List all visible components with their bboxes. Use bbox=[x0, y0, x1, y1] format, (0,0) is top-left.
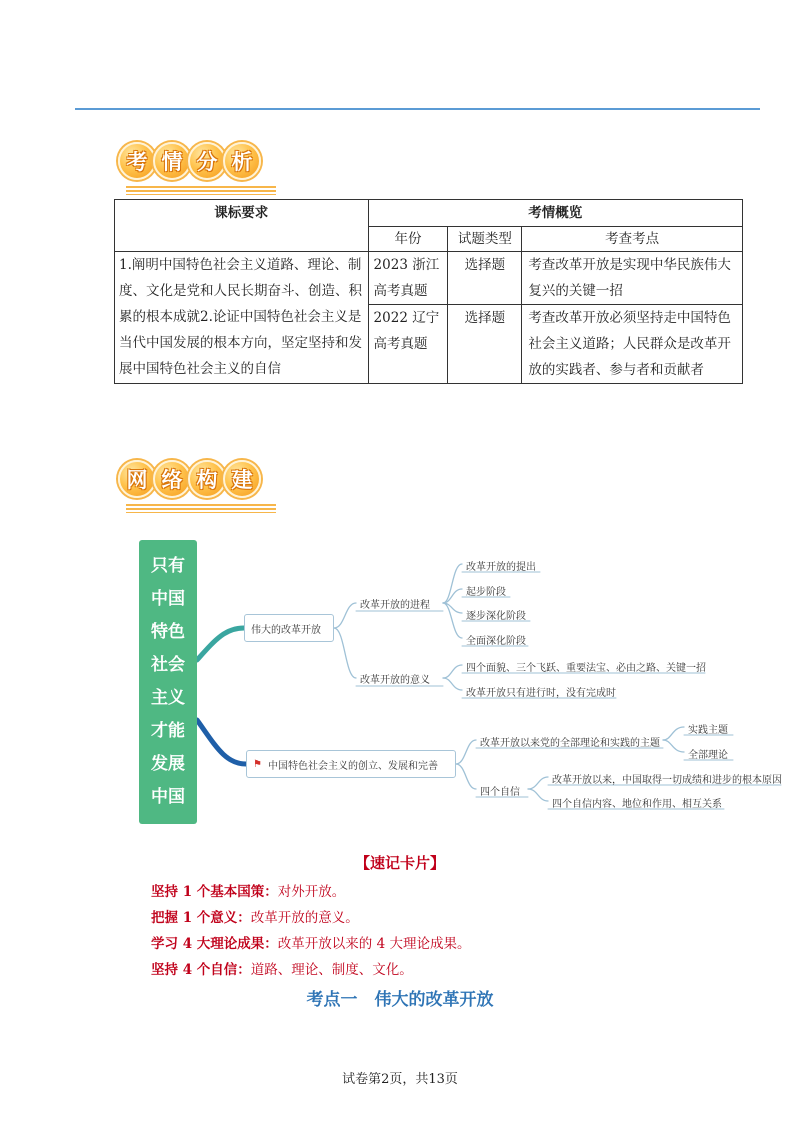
header-requirement: 课标要求 bbox=[115, 200, 369, 252]
node-process: 改革开放的进程 bbox=[360, 600, 430, 611]
branch-socialism bbox=[246, 750, 456, 778]
row-point: 考查改革开放必须坚持走中国特色社会主义道路；人民群众是改革开放的实践者、参与者和贡献者 bbox=[522, 305, 743, 384]
mindmap-root bbox=[139, 540, 197, 824]
leaf: 起步阶段 bbox=[466, 587, 506, 598]
branch-reform bbox=[244, 614, 334, 642]
row-type: 选择题 bbox=[448, 305, 522, 384]
banner-char: 分 bbox=[188, 142, 226, 180]
node-four-confidence: 四个自信 bbox=[480, 787, 520, 798]
node-theme: 改革开放以来党的全部理论和实践的主题 bbox=[480, 738, 660, 749]
root-text: 主义 bbox=[151, 688, 185, 708]
card-line-text: 改革开放的意义。 bbox=[250, 910, 359, 926]
root-text: 发展 bbox=[151, 754, 185, 774]
leaf: 全面深化阶段 bbox=[466, 636, 526, 647]
card-line-text: 对外开放。 bbox=[277, 884, 346, 900]
root-text: 才能 bbox=[151, 721, 185, 741]
root-text: 特色 bbox=[151, 622, 185, 642]
card-line bbox=[151, 932, 470, 952]
node-significance: 改革开放的意义 bbox=[360, 675, 430, 686]
card-line-label: 坚持 1 个基本国策： bbox=[151, 884, 278, 900]
card-title: 【速记卡片】 bbox=[354, 854, 445, 872]
root-text: 中国 bbox=[151, 787, 185, 807]
leaf: 逐步深化阶段 bbox=[466, 611, 526, 622]
flag-icon: ⚑ bbox=[253, 758, 262, 770]
banner-char: 构 bbox=[188, 460, 226, 498]
row-year: 2022 辽宁高考真题 bbox=[368, 305, 448, 384]
header-year: 年份 bbox=[368, 227, 448, 252]
root-text: 只有 bbox=[151, 556, 185, 576]
banner-char: 情 bbox=[153, 142, 191, 180]
card-line bbox=[151, 906, 359, 926]
branch-label: 中国特色社会主义的创立、发展和完善 bbox=[267, 760, 438, 772]
row-point: 考查改革开放是实现中华民族伟大复兴的关键一招 bbox=[522, 252, 743, 305]
leaf: 全部理论 bbox=[688, 750, 728, 761]
row-type: 选择题 bbox=[448, 252, 522, 305]
card-line-label: 把握 1 个意义： bbox=[151, 910, 251, 926]
banner-char: 析 bbox=[223, 142, 261, 180]
card-line-label: 坚持 4 个自信： bbox=[151, 962, 251, 978]
page-footer: 试卷第2页，共13页 bbox=[342, 1072, 458, 1087]
leaf: 四个面貌、三个飞跃、重要法宝、必由之路、关键一招 bbox=[466, 663, 706, 674]
card-line bbox=[151, 880, 345, 900]
leaf: 四个自信内容、地位和作用、相互关系 bbox=[552, 799, 722, 810]
header-overview: 考情概览 bbox=[368, 200, 742, 227]
root-text: 社会 bbox=[151, 655, 185, 675]
card-line bbox=[151, 958, 413, 978]
banner-char: 络 bbox=[153, 460, 191, 498]
header-point: 考查考点 bbox=[522, 227, 743, 252]
banner-char: 网 bbox=[118, 460, 156, 498]
card-line-label: 学习 4 大理论成果： bbox=[151, 936, 278, 952]
leaf: 改革开放以来，中国取得一切成绩和进步的根本原因 bbox=[552, 775, 782, 786]
leaf: 改革开放的提出 bbox=[466, 562, 536, 573]
requirement-cell: 1.阐明中国特色社会主义道路、理论、制度、文化是党和人民长期奋斗、创造、积累的根本成就2.论证中国特色社会主义是当代中国发展的根本方向，坚定坚持和发展中国特色社会主义的自信 bbox=[115, 252, 369, 384]
header-type: 试题类型 bbox=[448, 227, 522, 252]
banner-char: 考 bbox=[118, 142, 156, 180]
root-text: 中国 bbox=[151, 589, 185, 609]
leaf: 实践主题 bbox=[688, 725, 728, 736]
section-title: 考点一 伟大的改革开放 bbox=[306, 990, 494, 1010]
card-line-text: 道路、理论、制度、文化。 bbox=[250, 962, 413, 978]
branch-label: 伟大的改革开放 bbox=[251, 624, 321, 636]
leaf: 改革开放只有进行时，没有完成时 bbox=[466, 688, 616, 699]
card-line-text: 改革开放以来的 4 大理论成果。 bbox=[277, 936, 471, 952]
banner-char: 建 bbox=[223, 460, 261, 498]
row-year: 2023 浙江高考真题 bbox=[368, 252, 448, 305]
